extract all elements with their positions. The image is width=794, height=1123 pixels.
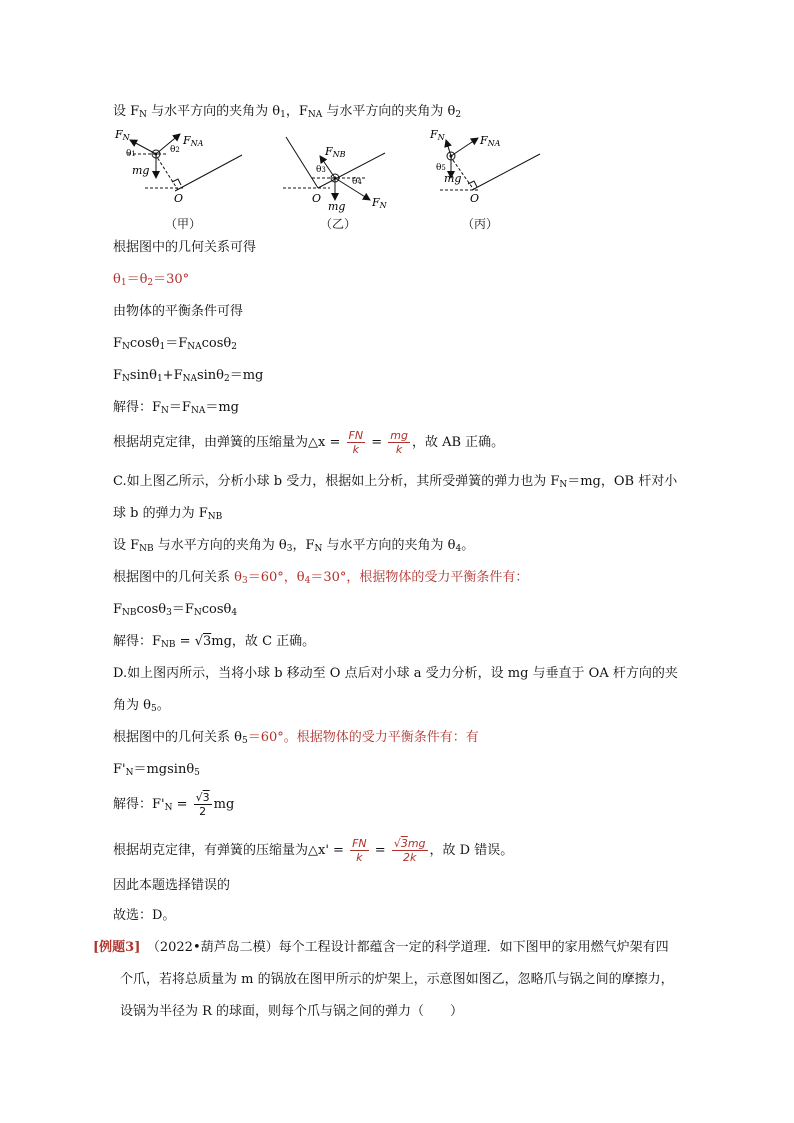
figure-bing xyxy=(429,128,540,205)
text-line-6: $F_N\sin\theta_1+F_{NA}\sin\theta_2=mg$ xyxy=(113,368,264,384)
text-line-14: 解得：$F_{NB} = √3mg$，故 C 正确。 xyxy=(113,634,316,650)
text-line-16: 角为 $\theta_5$。 xyxy=(113,698,170,714)
text-line-15: D.如上图丙所示，当将小球 b 移动至 O 点后对小球 a 受力分析，设 mg 与垂直于 OA 杆方向的夹 xyxy=(113,666,678,681)
text-line-9: C.如上图乙所示，分析小球 b 受力，根据如上分析，其所受弹簧的弹力也为 $F_N=mg$，OB 杆对小 xyxy=(113,474,678,490)
figure-yi xyxy=(283,137,388,213)
text-line-19: 解得：$F'_N$ = $\frac{√3}{2}$ mg xyxy=(113,791,235,818)
caption-bing: （丙） xyxy=(462,217,499,231)
text-line-13: $F_{NB}\cos\theta_3=F_N\cos\theta_4$ xyxy=(113,602,238,618)
svg-text:mg: mg xyxy=(132,164,150,177)
svg-text:FNA: FNA xyxy=(480,134,501,148)
text-line-12: 根据图中的几何关系 $\theta_3=60^\circ$，$\theta_4=30^\circ$，根据物体的受力平衡条件有： xyxy=(113,570,529,586)
text-line-20: 根据胡克定律，有弹簧的压缩量为△x' = $\frac{FN}{k}$ = $\frac{√3mg}{2k}$ ，故 D 错误。 xyxy=(113,837,514,864)
force-diagrams xyxy=(0,120,794,230)
caption-yi: （乙） xyxy=(320,217,357,231)
text-line-7: 解得：$F_N=F_{NA}=mg$ xyxy=(113,400,239,416)
svg-text:FN: FN xyxy=(430,128,445,142)
svg-text:θ5: θ5 xyxy=(436,163,446,173)
text-line-8: 根据胡克定律，由弹簧的压缩量为△x = $\frac{FN}{k}$ = $\frac{mg}{k}$ ，故 AB 正确。 xyxy=(113,429,505,456)
fraction-fn-k: $\frac{FN}{k}$ xyxy=(348,429,364,456)
example-tag: [例题3] xyxy=(93,940,141,955)
svg-text:θ1: θ1 xyxy=(126,149,136,159)
svg-text:O: O xyxy=(470,192,480,205)
svg-text:mg: mg xyxy=(444,172,462,185)
fraction-sqrt3-2: $\frac{√3}{2}$ xyxy=(195,791,210,818)
text-line-4: 由物体的平衡条件可得 xyxy=(113,304,244,319)
svg-text:O: O xyxy=(174,192,184,205)
text-line-17: 根据图中的几何关系 $\theta_5=60^\circ$。根据物体的受力平衡条件有：有 xyxy=(113,730,479,746)
text-line-5: $F_N\cos\theta_1=F_{NA}\cos\theta_2$ xyxy=(113,336,237,352)
svg-text:θ3: θ3 xyxy=(316,165,326,175)
svg-text:O: O xyxy=(312,192,322,205)
svg-text:θ4: θ4 xyxy=(352,177,362,187)
svg-text:FN: FN xyxy=(372,196,387,210)
text-line-10: 球 b 的弹力为 $F_{NB}$ xyxy=(113,506,223,522)
svg-text:FNB: FNB xyxy=(325,145,346,159)
example-3-line-2: 个爪，若将总质量为 m 的锅放在图甲所示的炉架上，示意图如图乙，忽略爪与锅之间的摩擦力， xyxy=(120,972,674,987)
fraction-fn-k-2: $\frac{FN}{k}$ xyxy=(352,837,367,864)
example-3-line-3: 设锅为半径为 R 的球面，则每个爪与锅之间的弹力（ ） xyxy=(120,1004,464,1019)
text-line-22: 故选：D。 xyxy=(113,908,176,923)
fraction-sqrt3mg-2k: $\frac{√3mg}{2k}$ xyxy=(393,837,426,864)
text-line-3: $\theta_1=\theta_2=30^\circ$ xyxy=(113,272,190,288)
figure-jia xyxy=(114,128,242,205)
text-line-2: 根据图中的几何关系可得 xyxy=(113,240,257,255)
caption-jia: （甲） xyxy=(165,217,202,231)
text-line-1: 设 $F_N$ 与水平方向的夹角为 $\theta_1$，$F_{NA}$ 与水平方向的夹角为 $\theta_2$ xyxy=(113,104,462,120)
svg-text:mg: mg xyxy=(328,200,346,213)
fraction-mg-k: $\frac{mg}{k}$ xyxy=(390,429,408,456)
text-line-11: 设 $F_{NB}$ 与水平方向的夹角为 $\theta_3$，$F_N$ 与水平方向的夹角为 $\theta_4$。 xyxy=(113,538,475,554)
svg-text:FN: FN xyxy=(115,128,130,142)
text-line-21: 因此本题选择错误的 xyxy=(113,878,231,893)
text-line-18: $F'_N=mgsin\theta_5$ xyxy=(113,762,200,778)
example-3-line-1: [例题3] （2022•葫芦岛二模）每个工程设计都蕴含一定的科学道理．如下图甲的家用燃气炉架有四 xyxy=(93,940,669,955)
svg-text:θ2: θ2 xyxy=(170,145,180,155)
svg-text:FNA: FNA xyxy=(183,134,204,148)
